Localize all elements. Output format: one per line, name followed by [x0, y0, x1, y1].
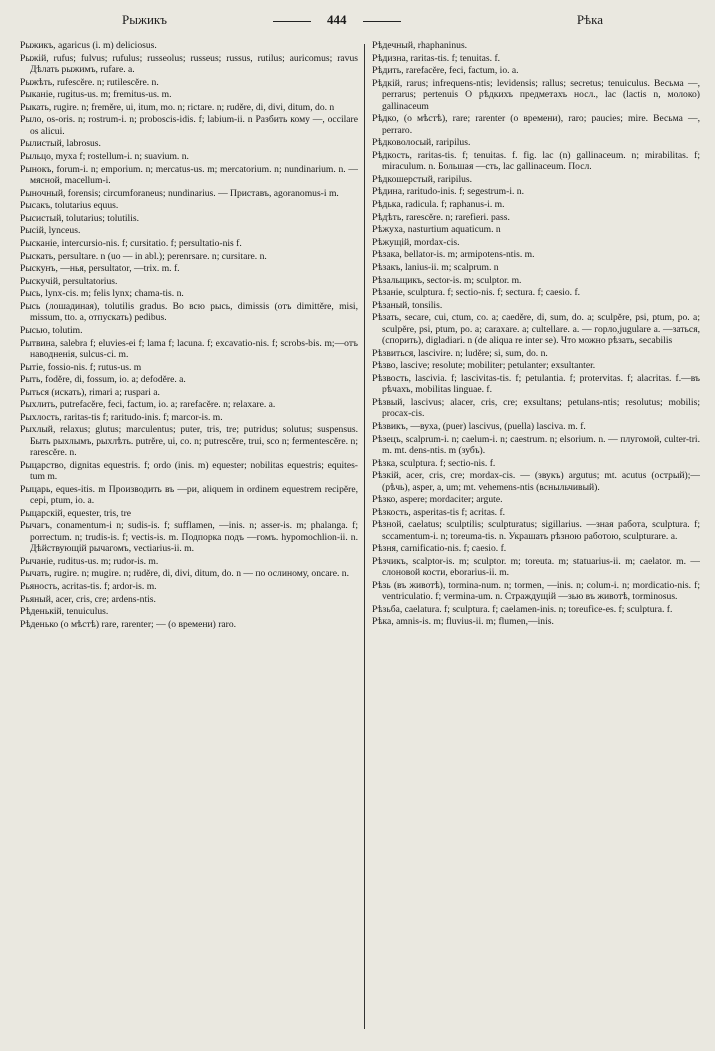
dictionary-entry: Рѣзвый, lascivus; alacer, cris, cre; exsultans; petulans-ntis; resolutus; mobilis; procax-cis.	[372, 396, 700, 420]
dictionary-entry: Рѣзня, carnificatio-nis. f; caesio. f.	[372, 543, 507, 555]
dictionary-entry: Рѣденькій, tenuiculus.	[20, 606, 109, 618]
dictionary-entry: Рѣдковолосый, raripilus.	[372, 137, 471, 149]
dictionary-entry: Рыскать, persultare. n (uo — in abl.); perenrsare. n; cursitare. n.	[20, 250, 267, 262]
dictionary-entry: Рыться (искать), rimari a; ruspari a.	[20, 386, 160, 398]
dictionary-entry: Рѣзной, caelatus; sculptilis; sculpturatus; sigillarius. —зная работа, sculptura. f; sccamentum-i. n; toreuma-tis. n. Украшать рѣзною работою, sculpturare. a.	[372, 519, 700, 542]
dictionary-entry: Рыскунъ, —нья, persultator, —trix. m. f.	[20, 263, 180, 275]
left-column	[20, 40, 358, 1040]
dictionary-entry: Рѣзать, secare, cui, ctum, co. a; caedĕre, di, sum, do. a; sculpĕre, psi, ptum, po. a; sculpĕre, psi, ptum, po. a; caraxare. a; cultellare. a. — горло,jugulare a. —заться, (спорить), digladiari. n (de aliqua re inter se). Что можно рѣзать, secabilis	[372, 312, 700, 347]
dictionary-entry: Рѣденько (о мѣстѣ) rare, rarenter; — (о времени) raro.	[20, 618, 237, 630]
dictionary-entry: Рыть, fodĕre, di, fossum, io. a; defodĕre. a.	[20, 374, 186, 386]
dictionary-entry: Рѣзко, aspere; mordaciter; argute.	[372, 494, 503, 506]
dictionary-entry: Рыжѣть, rufescĕre. n; rutilescĕre. n.	[20, 76, 159, 88]
dictionary-entry: Рѣзвость, lascivia. f; lascivitas-tis. f; petulantia. f; protervitas. f; alacritas. f.—въ рѣчахъ, mobilitas linguae. f.	[372, 372, 700, 396]
dictionary-entry: Рѣдкошерстый, raripilus.	[372, 173, 473, 185]
dictionary-entry: Рѣзкость, asperitas-tis f; acritas. f.	[372, 506, 506, 518]
dictionary-entry: Рѣзкій, acer, cris, cre; mordax-cis. — (звукъ) argutus; mt. acutus (острый);—(рѣчь), asper, a, um; mt. vehemens-ntis (всныльчивый).	[372, 470, 700, 493]
dictionary-entry: Рыхлый, relaxus; glutus; marculentus; puter, tris, tre; putridus; solutus; suspensus. Быть рыхлымъ, рыхлѣть. putrĕre, ui, co. n; putrescĕre, trui, sco n; fermentescĕre. n; rarescĕre. n.	[20, 424, 358, 459]
dictionary-entry: Рыжикъ, agaricus (i. m) deliciosus.	[20, 40, 157, 51]
dictionary-entry: Рѣка, amnis-is. m; fluvius-ii. m; flumen,—inis.	[372, 616, 554, 628]
dictionary-entry: Рѣдко, (о мѣстѣ), rare; rarenter (о времени), raro; paucies; mire. Весьма —, perraro.	[372, 113, 700, 136]
dictionary-entry: Рычагъ, conamentum-i n; sudis-is. f; sufflamen, —inis. n; asser-is. m; phalanga. f; porrectum. n; trudis-is. f; vectis-is. m. Подпорка подъ —гомъ. hypomochlion-ii. n. Дѣйствующій рычагомъ, vectiarius-ii. m.	[20, 520, 358, 555]
dictionary-entry: Рѣдизна, raritas-tis. f; tenuitas. f.	[372, 52, 501, 64]
dictionary-entry: Рѣзчикъ, scalptor-is. m; sculptor. m; toreuta. m; statuarius-ii. m; caelator. m. — слоновой кости, eborarius-ii. m.	[372, 555, 700, 579]
header-left-guideword: Рыжикъ	[122, 12, 167, 27]
dictionary-entry: Рѣжуха, nasturtium aquaticum. n	[372, 224, 501, 236]
dictionary-entry: Рѣдечный, rhaphaninus.	[372, 40, 468, 51]
dictionary-entry: Рѣзка, sculptura. f; sectio-nis. f.	[372, 457, 496, 469]
column-divider	[364, 44, 365, 1029]
dictionary-entry: Рѣзальщикъ, sector-is. m; sculptor. m.	[372, 274, 522, 286]
dictionary-entry: Рѣдкость, raritas-tis. f; tenuitas. f. fig. lac (n) gallinaceum. n; mirabilitas. f; miraculum. n. Большая —сть, lac gallinaceum. Посл.	[372, 149, 700, 173]
page-number: 444	[327, 12, 347, 27]
page-header	[22, 12, 693, 32]
dictionary-entry: Рыцарь, eques-itis. m Производить въ —ри, aliquem in ordinem equestrem recipĕre, cepi, ptum, io. a.	[20, 483, 358, 507]
dictionary-entry: Рысистый, tolutarius; tolutilis.	[20, 212, 140, 224]
dictionary-entry: Рытіе, fossio-nis. f; rutus-us. m	[20, 361, 142, 373]
dictionary-entry: Рѣдить, rarefacĕre, feci, factum, io. a.	[372, 65, 519, 77]
dictionary-entry: Рьяный, acer, cris, cre; ardens-ntis.	[20, 593, 156, 605]
dictionary-entry: Рѣдька, radicula. f; raphanus-i. m.	[372, 198, 505, 210]
dictionary-entry: Рылистый, labrosus.	[20, 138, 101, 150]
dictionary-entry: Рыцарскій, equester, tris, tre	[20, 507, 132, 519]
dictionary-entry: Рѣзво, lascive; resolute; mobiliter; petulanter; exsultanter.	[372, 360, 596, 372]
dictionary-entry: Рысь (лошадиная), tolutilis gradus. Во всю рысь, dimissis (отъ dimittĕre, misi, missum, tto. a, отпускать) pedibus.	[20, 300, 358, 324]
right-column	[372, 40, 700, 1040]
dictionary-entry: Рысью, tolutim.	[20, 324, 83, 336]
dictionary-entry: Рыльцо, myxa f; rostellum-i. n; suavium. n.	[20, 150, 189, 162]
dictionary-entry: Рыцарство, dignitas equestris. f; ordo (inis. m) equester; nobilitas equestris; equites-tum m.	[20, 459, 358, 483]
dictionary-entry: Рѣзака, bellator-is. m; armipotens-ntis. m.	[372, 249, 535, 261]
dictionary-entry: Рѣзаніе, sculptura. f; sectio-nis. f; sectura. f; caesio. f.	[372, 287, 581, 299]
dictionary-entry: Рыхлость, raritas-tis f; raritudo-inis. f; marcor-is. m.	[20, 411, 223, 423]
dictionary-entry: Рѣзакъ, lanius-ii. m; scalprum. n	[372, 261, 499, 273]
dictionary-entry: Рынокъ, forum-i. n; emporium. n; mercatus-us. m; mercatorium. n; nundinarium. n. — мясной, macellum-i.	[20, 163, 358, 186]
dictionary-entry: Рѣзвиться, lascivire. n; ludĕre; si, sum, do. n.	[372, 347, 548, 359]
dictionary-entry: Рысь, lynx-cis. m; felis lynx; chama-tis. n.	[20, 288, 184, 300]
dictionary-entry: Рыжій, rufus; fulvus; rufulus; russeolus; russeus; russus, rutilus; auricomus; ravus Дѣлать рыжимъ, rufare. a.	[20, 52, 358, 75]
dictionary-entry: Рѣзь (въ животѣ), tormina-num. n; tormen, —inis. n; colum-i. n; mordicatio-nis. f; ventriculatio. f; vermina-um. n. Страждущій —зью въ животѣ, torminosus.	[372, 579, 700, 603]
dictionary-entry: Рѣдкій, rarus; infrequens-ntis; levidensis; rallus; secretus; tenuiculus. Весьма —, perrarus; pertenuis О рѣдкихъ предметахъ носл., lac (lactis n, молоко) gallinaceum	[372, 77, 700, 112]
dictionary-entry: Рытвина, salebra f; eluvies-ei f; lama f; lacuna. f; excavatio-nis. f; scrobs-bis. m;—отъ наводненія, sulcus-ci. m.	[20, 337, 358, 360]
dictionary-entry: Рысакъ, tolutarius equus.	[20, 200, 119, 212]
header-right-guideword: Рѣка	[576, 12, 603, 27]
dictionary-entry: Рьяность, acritas-tis. f; ardor-is. m.	[20, 581, 157, 593]
dictionary-entry: Рѣжущій, mordax-cis.	[372, 236, 460, 248]
dictionary-entry: Рыло, os-oris. n; rostrum-i. n; proboscis-idis. f; labium-ii. n Разбить кому —, occilare os alicui.	[20, 114, 358, 137]
dictionary-entry: Рѣдина, raritudo-inis. f; segestrum-i. n.	[372, 186, 524, 198]
dictionary-entry: Рычать, rugire. n; mugire. n; rudĕre, di, divi, ditum, do. n — по ослиному, oncare. n.	[20, 568, 349, 580]
dictionary-entry: Рѣзецъ, scalprum-i. n; caelum-i. n; caestrum. n; elsorium. n. — плугомой, culter-tri. m. mt. dens-ntis. m (зубъ).	[372, 433, 700, 456]
dictionary-entry: Рычаніе, ruditus-us. m; rudor-is. m.	[20, 555, 159, 567]
dictionary-entry: Рысій, lynceus.	[20, 225, 81, 237]
dictionary-entry: Рыканіе, rugitus-us. m; fremitus-us. m.	[20, 89, 172, 101]
dictionary-entry: Рысканіе, intercursio-nis. f; cursitatio. f; persultatio-nis f.	[20, 237, 242, 249]
dictionary-entry: Рыхлить, putrefacĕre, feci, factum, io. a; rarefacĕre. n; relaxare. a.	[20, 399, 276, 411]
dictionary-entry: Рѣзвикъ, —вуха, (puer) lascivus, (puella) lasciva. m. f.	[372, 420, 586, 432]
dictionary-entry: Рыкать, rugire. n; fremĕre, ui, itum, mo. n; rictare. n; rudĕre, di, divi, ditum, do. n	[20, 101, 335, 113]
dictionary-entry: Рѣзаный, tonsilis.	[372, 299, 443, 311]
dictionary-entry: Рѣзьба, caelatura. f; sculptura. f; caelamen-inis. n; toreufice-es. f; sculptura. f.	[372, 603, 673, 615]
dictionary-entry: Рыночный, forensis; circumforaneus; nundinarius. — Приставъ, agoranomus-i m.	[20, 187, 339, 199]
dictionary-entry: Рыскучій, persultatorius.	[20, 275, 118, 287]
dictionary-entry: Рѣдѣть, rarescĕre. n; rarefieri. pass.	[372, 211, 510, 223]
